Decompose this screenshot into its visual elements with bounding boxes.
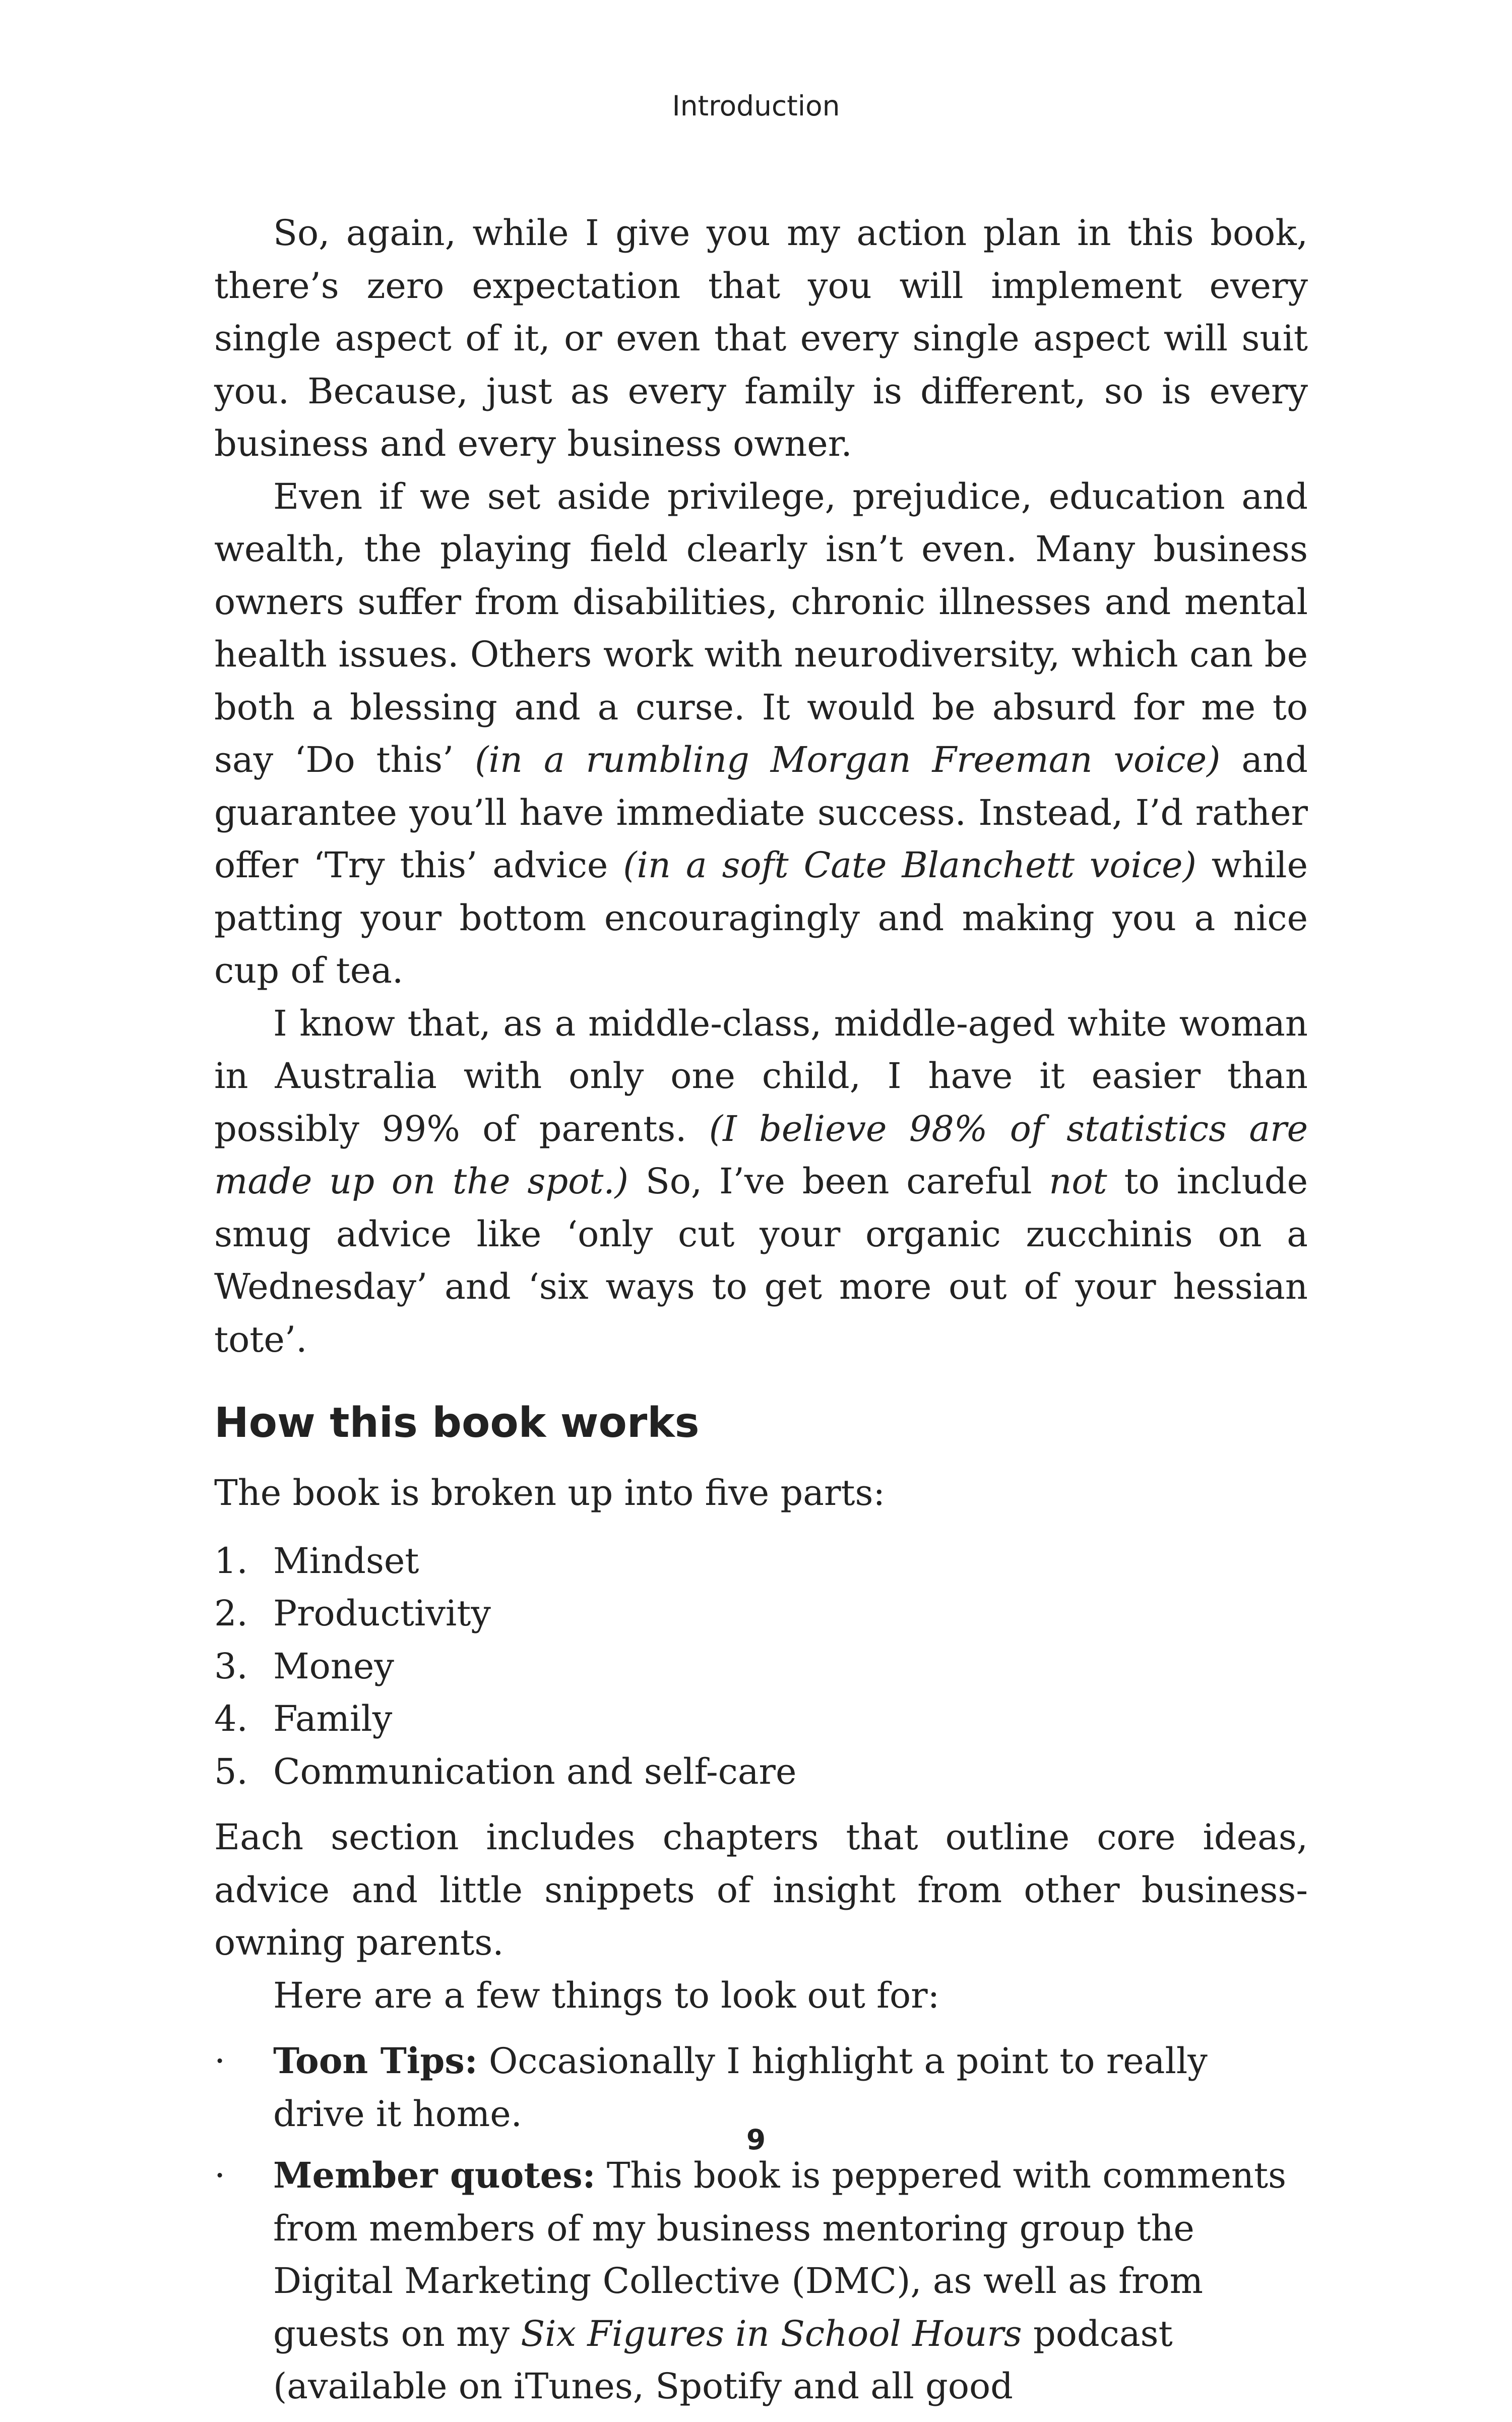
list-number: 5. [214, 1750, 248, 1792]
paragraph-2 [214, 470, 1308, 997]
section-heading: How this book works [214, 1399, 700, 1447]
paragraph-3-text-b: So, I’ve been careful [628, 1161, 1049, 1202]
page-content [214, 207, 1308, 2422]
bullet-text: Occasionally I highlight a point to really drive it home. [273, 2040, 1208, 2135]
list-label: Family [273, 1698, 393, 1739]
features-list [214, 2035, 1308, 2413]
podcast-title: Six Figures in School Hours [521, 2313, 1022, 2354]
list-label: Productivity [273, 1593, 491, 1634]
list-label: Communication and self-care [273, 1750, 797, 1792]
list-number: 4. [214, 1698, 248, 1739]
paragraph-2-text-b: and guarantee you’ll have immediate success. Instead, I’d rather offer ‘Try this’ advice [214, 739, 1308, 886]
list-label: Mindset [273, 1540, 419, 1582]
paragraph-3-italic-1: (I believe 98% of statistics are made up on the spot.) [214, 1108, 1308, 1202]
bullet-title: Member quotes: [273, 2154, 596, 2196]
bullet-title: Toon Tips: [273, 2040, 478, 2082]
bullet-text-a: This book is peppered with comments from members of my business mentoring group the Digital Marketing Collective (DMC), as well as from guests on my [273, 2155, 1287, 2354]
paragraph-2-italic-2: (in a soft Cate Blanchett voice) [623, 844, 1196, 886]
section-intro: The book is broken up into five parts: [214, 1472, 886, 1513]
look-out-intro: Here are a few things to look out for: [273, 1974, 940, 2016]
parts-list [214, 1535, 1308, 1798]
list-number: 1. [214, 1540, 248, 1582]
list-label: Money [273, 1645, 394, 1687]
list-number: 2. [214, 1593, 248, 1634]
paragraph-2-italic-1: (in a rumbling Morgan Freeman voice) [475, 739, 1221, 780]
paragraph-2-text-c: while patting your bottom encouragingly and making you a nice cup of tea. [214, 844, 1308, 991]
bullet-item-member-quotes [214, 2149, 1308, 2413]
list-item [214, 1535, 1308, 1588]
paragraph-2-text-a: Even if we set aside privilege, prejudice, education and wealth, the playing field clearly isn’t even. Many business owners suffer from disabilities, chronic illnesses and mental health issues. Others work with neurodiversity, which can be both a blessing and a curse. It would be absurd for me to say ‘Do this’ [214, 475, 1308, 780]
list-item [214, 1587, 1308, 1640]
running-header: Introduction [672, 90, 840, 122]
list-item [214, 1640, 1308, 1693]
paragraph-3 [214, 997, 1308, 1366]
section-description: Each section includes chapters that outline core ideas, advice and little snippets of insight from other business-owning parents. [214, 1816, 1308, 1963]
paragraph-3-text-a: I know that, as a middle-class, middle-aged white woman in Australia with only one child, I have it easier than possibly 99% of parents. [214, 1002, 1308, 1149]
bullet-icon: · [214, 2155, 226, 2196]
paragraph-1: So, again, while I give you my action plan in this book, there’s zero expectation that you will implement every single aspect of it, or even that every single aspect will suit you. Because, just as every family is different, so is every business and every business owner. [214, 212, 1308, 464]
bullet-icon: · [214, 2040, 226, 2082]
list-item [214, 1692, 1308, 1745]
list-number: 3. [214, 1645, 248, 1687]
bullet-text-b: podcast (available on iTunes, Spotify and all good [273, 2313, 1173, 2407]
list-item [214, 1745, 1308, 1798]
paragraph-3-text-c: to include smug advice like ‘only cut your organic zucchinis on a Wednesday’ and ‘six ways to get more out of your hessian tote’. [214, 1161, 1308, 1360]
page-number: 9 [746, 2124, 766, 2156]
paragraph-3-italic-2: not [1049, 1161, 1107, 1202]
